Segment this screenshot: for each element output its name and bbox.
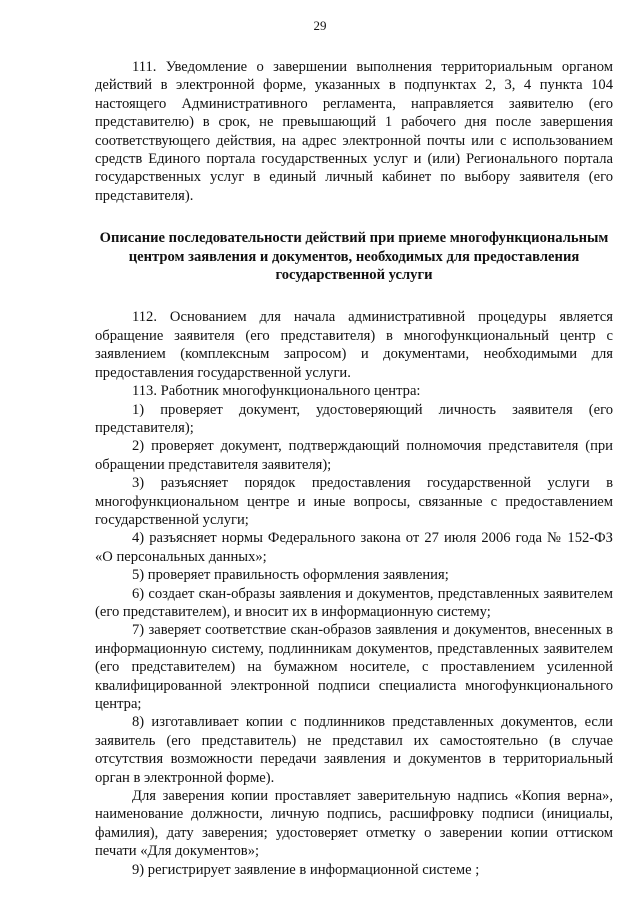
page-number: 29 [313,18,327,33]
paragraph-111: 111. Уведомление о завершении выполнения территориальным органом действий в электронной форме, указанных в подпунктах 2, 3, 4 пункта 104 настоящего Административного регламента, направляется заявителю (его представителю) в срок, не превышающий 1 рабочего дня после завершения соответствующего действия, на адрес электронной почты или с использованием средств Единого портала государственных услуг и (или) Регионального портала государственных услуг в единый личный кабинет по выбору заявителя (его представителя). [95,59,613,204]
list-item-4: 4) разъясняет нормы Федерального закона от 27 июля 2006 года № 152-ФЗ «О персональных данных»; [95,530,613,565]
list-item-2: 2) проверяет документ, подтверждающий полномочия представителя (при обращении представителя заявителя); [95,438,613,473]
section-heading: Описание последовательности действий при приеме многофункциональным центром заявления и документов, необходимых для предоставления государственной услуги [99,230,609,284]
list-item-3: 3) разъясняет порядок предоставления государственной услуги в многофункциональном центре и иные вопросы, связанные с предоставлением государственной услуги; [95,475,613,528]
list-item-5: 5) проверяет правильность оформления заявления; [132,567,449,584]
paragraph-112: 112. Основанием для начала административной процедуры является обращение заявителя (его представителя) в многофункциональный центр с заявлением (комплексным запросом) и документами, необходимыми для предоставления государственной услуги. [95,309,613,381]
paragraph-113: 113. Работник многофункционального центра: [132,383,421,400]
document-body [95,58,613,879]
copy-certification-paragraph: Для заверения копии проставляет заверительную надпись «Копия верна», наименование должности, личную подпись, расшифровку подписи (инициалы, фамилия), дату заверения; удостоверяет отметку о заверении копии оттиском печати «Для документов»; [95,788,613,860]
list-item-1: 1) проверяет документ, удостоверяющий личность заявителя (его представителя); [95,401,613,436]
list-item-6: 6) создает скан-образы заявления и документов, представленных заявителем (его представителем), и вносит их в информационную систему; [95,585,613,620]
list-item-8: 8) изготавливает копии с подлинников представленных документов, если заявитель (его представитель) не представил их самостоятельно (в случае отсутствия возможности передачи заявления и документов в территориальный орган в электронной форме). [95,714,613,786]
list-item-7: 7) заверяет соответствие скан-образов заявления и документов, внесенных в информационную систему, подлинникам документов, представленных заявителем (его представителем) на бумажном носителе, с проставлением усиленной квалифицированной электронной подписи специалиста многофункционального центра; [95,622,613,712]
list-item-9: 9) регистрирует заявление в информационной системе ; [132,861,480,878]
